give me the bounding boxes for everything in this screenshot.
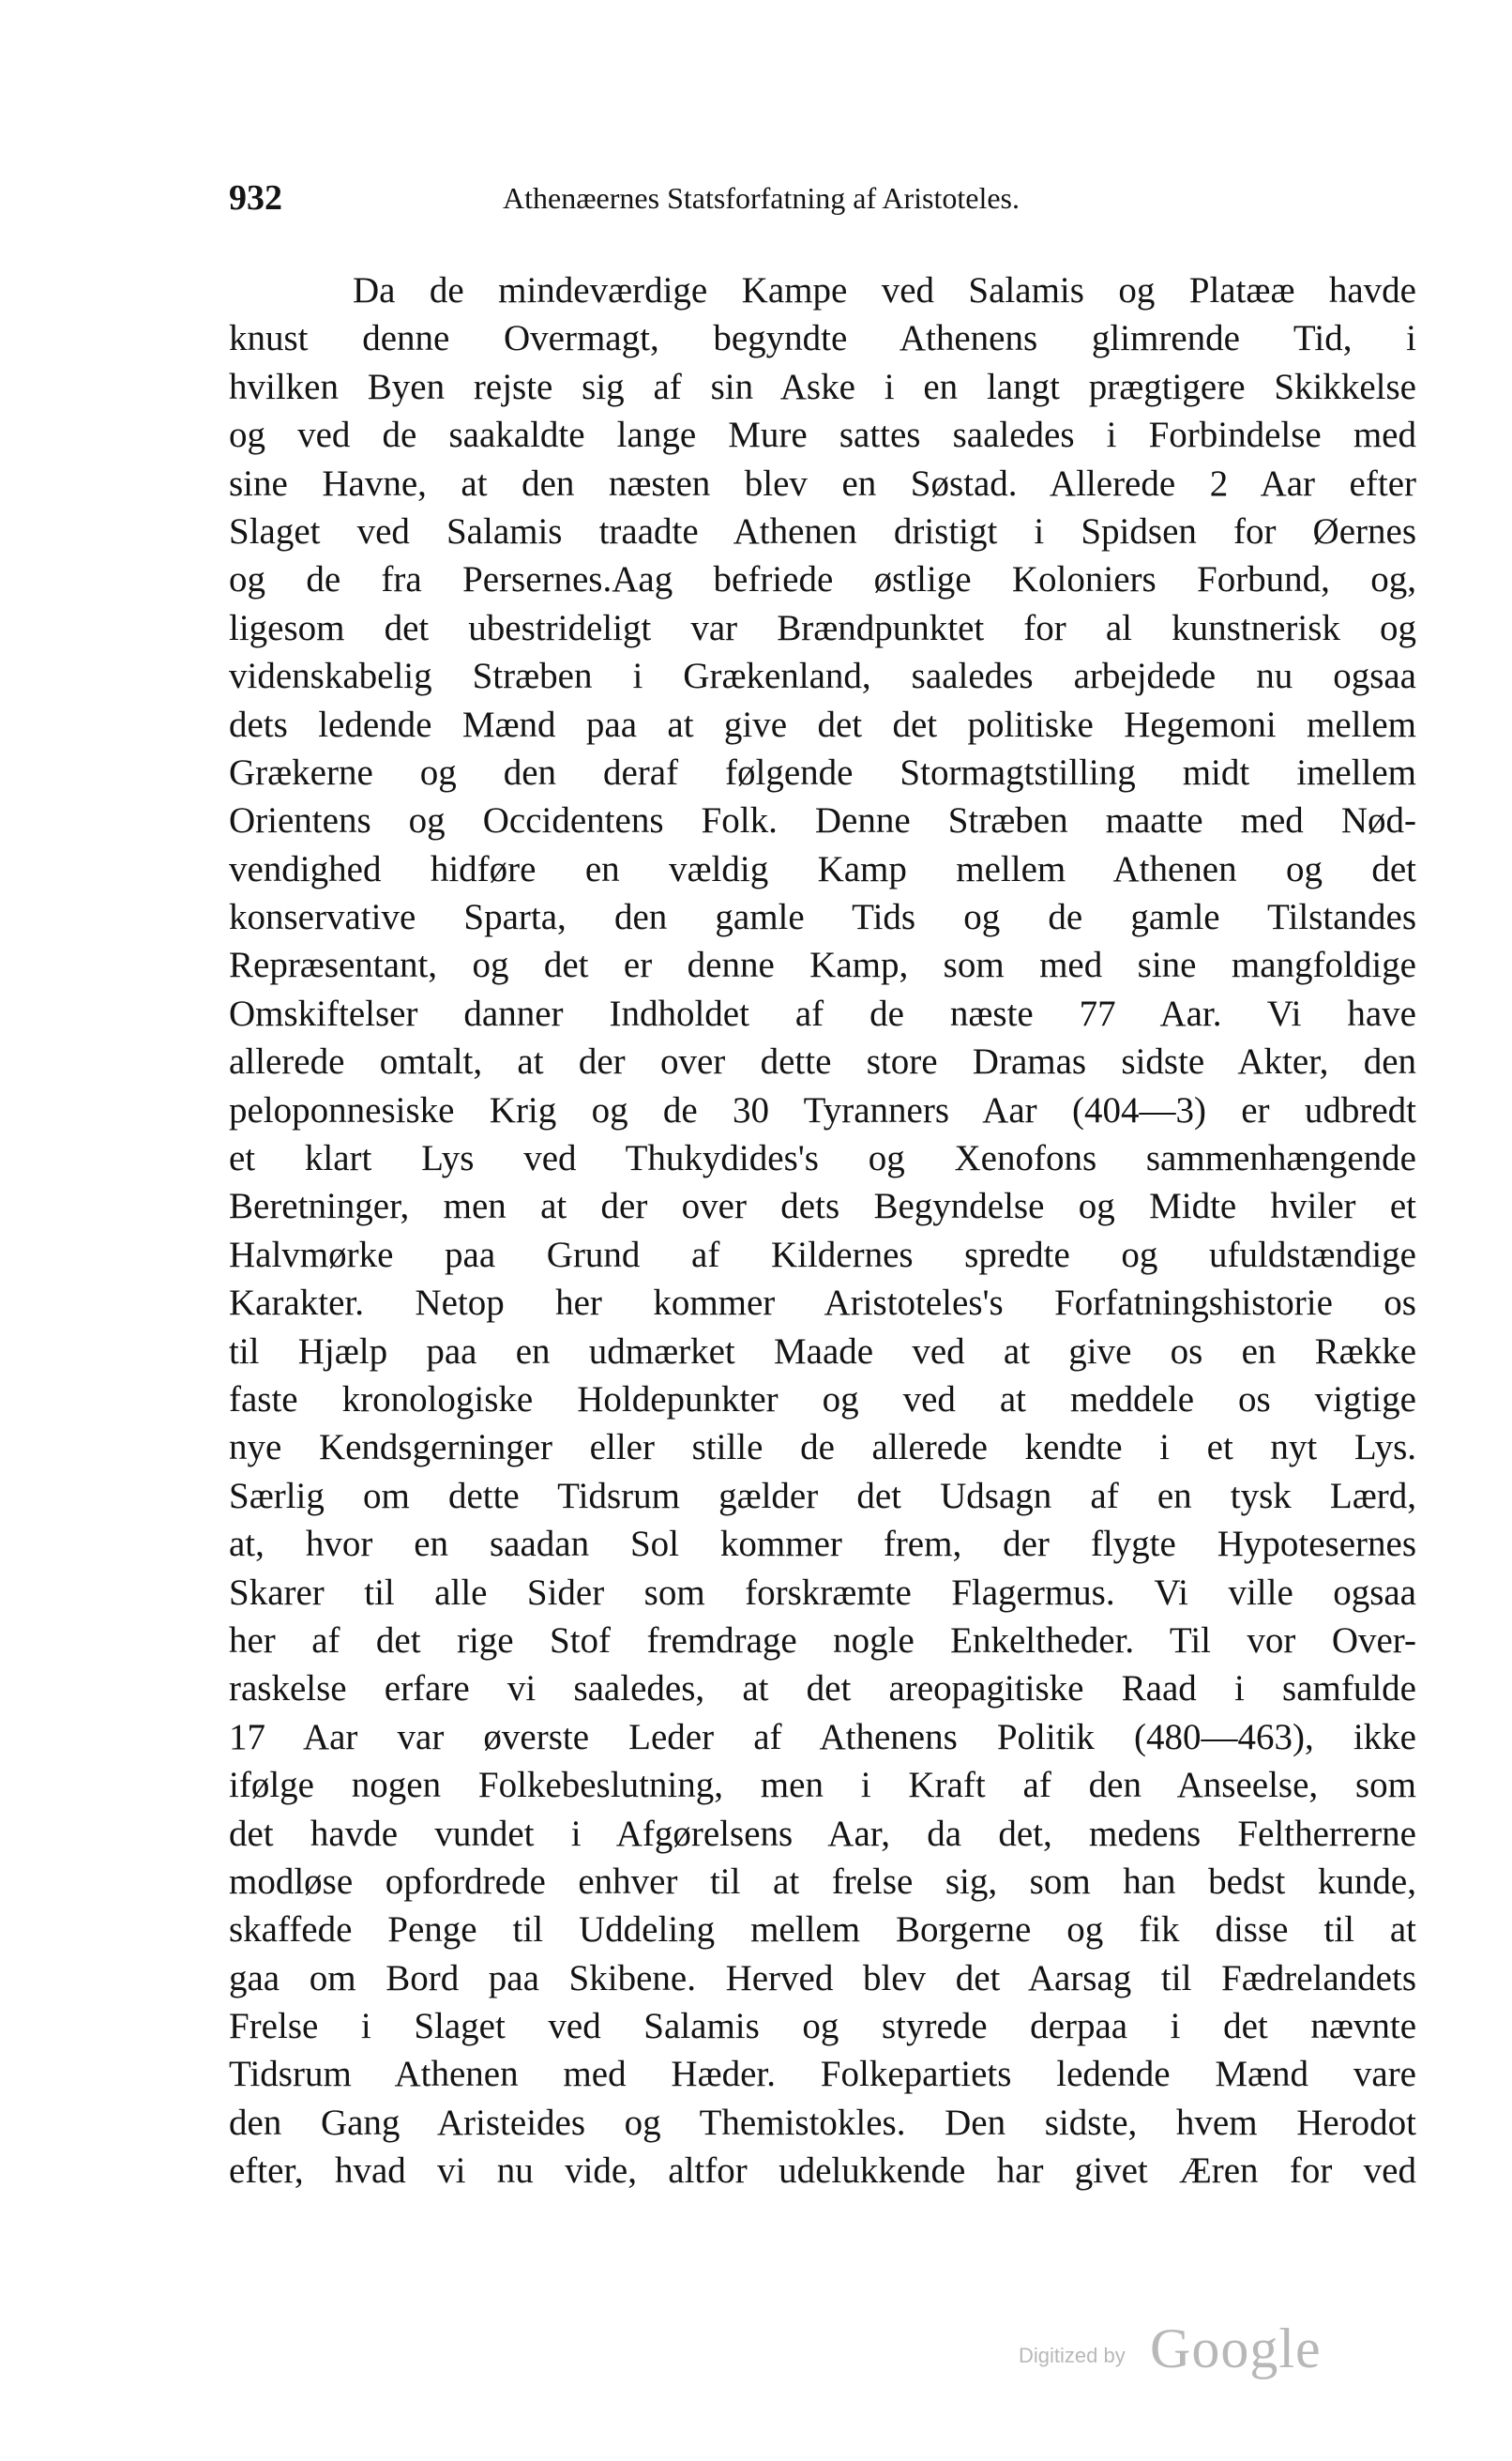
text-line: det havde vundet i Afgørelsens Aar, da det, medens Feltherrerne (229, 1813, 1416, 1854)
text-line: og de fra Persernes.Aag befriede østlige Koloniers Forbund, og, (229, 559, 1416, 600)
text-line: nye Kendsgerninger eller stille de allerede kendte i et nyt Lys. (229, 1427, 1416, 1468)
text-line: raskelse erfare vi saaledes, at det areopagitiske Raad i samfulde (229, 1668, 1416, 1709)
text-line: den Gang Aristeides og Themistokles. Den sidste, hvem Herodot (229, 2102, 1416, 2143)
text-line: til Hjælp paa en udmærket Maade ved at give os en Række (229, 1330, 1416, 1372)
text-line: efter, hvad vi nu vide, altfor udelukkende har givet Æren for ved (229, 2150, 1416, 2192)
text-line: sine Havne, at den næsten blev en Søstad. Allerede 2 Aar efter (229, 463, 1416, 504)
body-paragraph (229, 266, 1416, 2195)
text-line: Beretninger, men at der over dets Begyndelse og Midte hviler et (229, 1186, 1416, 1227)
text-line: hvilken Byen rejste sig af sin Aske i en langt prægtigere Skikkelse (229, 366, 1416, 407)
text-line: faste kronologiske Holdepunkter og ved at meddele os vigtige (229, 1378, 1416, 1420)
text-line: gaa om Bord paa Skibene. Herved blev det Aarsag til Fædrelandets (229, 1957, 1416, 1998)
text-line: allerede omtalt, at der over dette store Dramas sidste Akter, den (229, 1041, 1416, 1083)
text-line: Skarer til alle Sider som forskræmte Flagermus. Vi ville ogsaa (229, 1572, 1416, 1613)
page-header (229, 175, 1416, 221)
text-line: ifølge nogen Folkebeslutning, men i Kraft af den Anseelse, som (229, 1765, 1416, 1806)
text-line: Halvmørke paa Grund af Kildernes spredte og ufuldstændige (229, 1234, 1416, 1275)
google-logo-text: Google (1150, 2317, 1322, 2379)
text-line: knust denne Overmagt, begyndte Athenens glimrende Tid, i (229, 318, 1416, 359)
text-line: peloponnesiske Krig og de 30 Tyranners Aar (404—3) er udbredt (229, 1089, 1416, 1131)
watermark-prefix: Digitized by (1019, 2344, 1126, 2367)
text-line: vendighed hidføre en vældig Kamp mellem Athenen og det (229, 848, 1416, 889)
text-line: Tidsrum Athenen med Hæder. Folkepartiets ledende Mænd vare (229, 2054, 1416, 2095)
digitized-watermark (1019, 2316, 1328, 2381)
text-line: et klart Lys ved Thukydides's og Xenofons sammenhængende (229, 1138, 1416, 1179)
text-line: konservative Sparta, den gamle Tids og de gamle Tilstandes (229, 897, 1416, 938)
text-line: skaffede Penge til Uddeling mellem Borgerne og fik disse til at (229, 1909, 1416, 1951)
text-line: Repræsentant, og det er denne Kamp, som med sine mangfoldige (229, 945, 1416, 986)
text-line: Omskiftelser danner Indholdet af de næste 77 Aar. Vi have (229, 993, 1416, 1034)
text-line: Orientens og Occidentens Folk. Denne Stræben maatte med Nød- (229, 800, 1416, 842)
text-line: dets ledende Mænd paa at give det det politiske Hegemoni mellem (229, 704, 1416, 745)
text-line: 17 Aar var øverste Leder af Athenens Politik (480—463), ikke (229, 1716, 1416, 1757)
text-line: Slaget ved Salamis traadte Athenen dristigt i Spidsen for Øernes (229, 510, 1416, 552)
text-line: modløse opfordrede enhver til at frelse sig, som han bedst kunde, (229, 1861, 1416, 1902)
text-line: Karakter. Netop her kommer Aristoteles's Forfatningshistorie os (229, 1283, 1416, 1324)
text-line: videnskabelig Stræben i Grækenland, saaledes arbejdede nu ogsaa (229, 656, 1416, 697)
text-line: Da de mindeværdige Kampe ved Salamis og Platææ havde (353, 270, 1416, 311)
text-line: Grækerne og den deraf følgende Stormagtstilling midt imellem (229, 752, 1416, 793)
running-title: Athenæernes Statsforfatning af Aristoteles. (503, 181, 1020, 215)
text-line: ligesom det ubestrideligt var Brændpunktet for al kunstnerisk og (229, 607, 1416, 648)
page-number: 932 (229, 178, 282, 218)
text-line: her af det rige Stof fremdrage nogle Enkeltheder. Til vor Over- (229, 1619, 1416, 1661)
text-line: og ved de saakaldte lange Mure sattes saaledes i Forbindelse med (229, 415, 1416, 456)
text-line: Frelse i Slaget ved Salamis og styrede derpaa i det nævnte (229, 2006, 1416, 2047)
text-line: Særlig om dette Tidsrum gælder det Udsagn af en tysk Lærd, (229, 1475, 1416, 1516)
text-line: at, hvor en saadan Sol kommer frem, der flygte Hypotesernes (229, 1524, 1416, 1565)
